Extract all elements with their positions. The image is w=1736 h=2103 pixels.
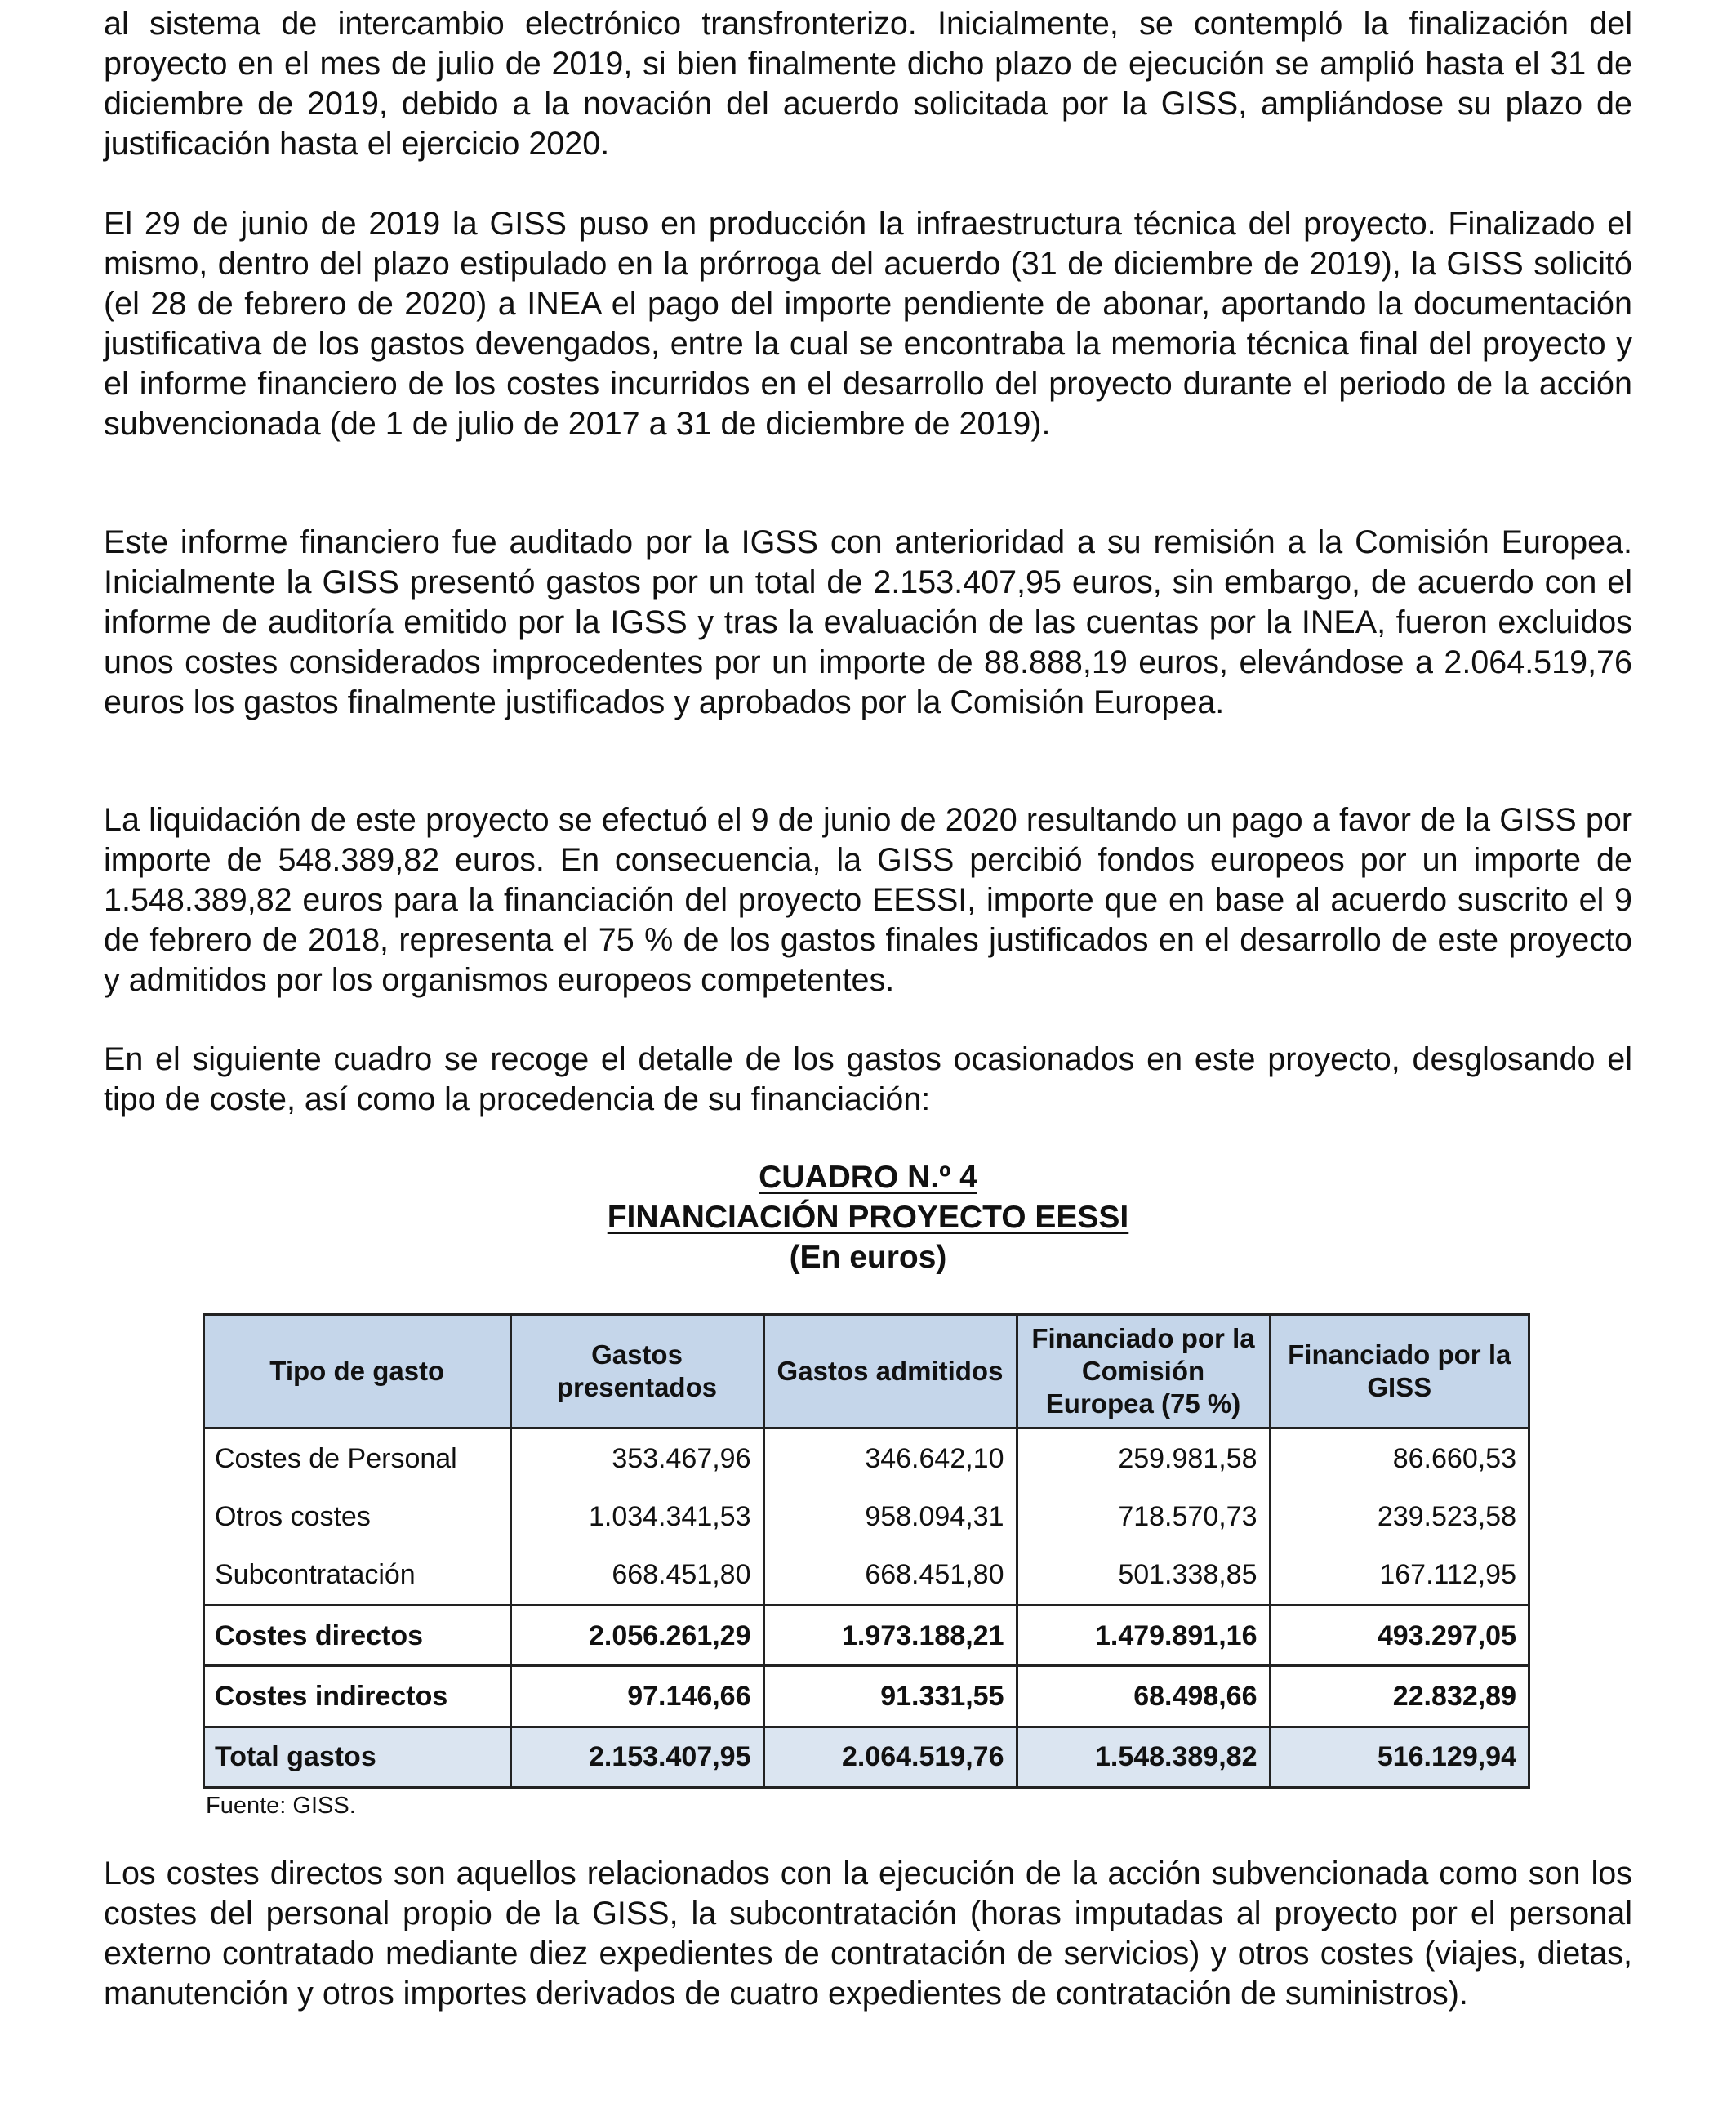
table-row-subtotal <box>205 1666 1528 1727</box>
table-title-units: (En euros) <box>789 1240 947 1275</box>
row-label: Costes indirectos <box>205 1666 510 1727</box>
cell-value: 668.451,80 <box>763 1546 1017 1606</box>
header-tipo-gasto: Tipo de gasto <box>205 1316 510 1428</box>
paragraph-5: En el siguiente cuadro se recoge el detalle de los gastos ocasionados en este proyecto, desglosando el tipo de coste, así como la procedencia de su financiación: <box>104 1041 1632 1117</box>
row-label: Subcontratación <box>205 1546 510 1606</box>
header-gastos-presentados: Gastos presentados <box>510 1316 763 1428</box>
row-label: Costes de Personal <box>205 1428 510 1488</box>
cell-value: 167.112,95 <box>1379 1559 1516 1591</box>
cell-value: 22.832,89 <box>1270 1666 1528 1727</box>
row-label: Costes directos <box>205 1605 510 1665</box>
cell-value: 2.064.519,76 <box>763 1727 1017 1786</box>
table-row-total <box>205 1727 1528 1786</box>
table-row <box>205 1487 1528 1545</box>
table-title-number: CUADRO N.º 4 <box>759 1160 977 1195</box>
cell-value: 1.479.891,16 <box>1017 1605 1270 1665</box>
table-header-row <box>205 1316 1528 1428</box>
paragraph-1: al sistema de intercambio electrónico transfronterizo. Inicialmente, se contempló la finalización del proyecto en el mes de julio de 2019, si bien finalmente dicho plazo de ejecución se amplió hasta el 31 de diciembre de 2019, debido a la novación del acuerdo solicitada por la GISS, ampliándose su plazo de justificación hasta el ejercicio 2020. <box>104 6 1632 162</box>
cell-value: 97.146,66 <box>510 1666 763 1727</box>
cell-value: 501.338,85 <box>1017 1546 1270 1606</box>
table-title <box>104 1157 1632 1277</box>
table-title-name: FINANCIACIÓN PROYECTO EESSI <box>607 1200 1129 1235</box>
header-gastos-admitidos: Gastos admitidos <box>763 1316 1017 1428</box>
table-source: Fuente: GISS. <box>206 1793 356 1819</box>
table-row <box>205 1546 1528 1606</box>
row-label: Total gastos <box>205 1727 510 1786</box>
cell-value: 668.451,80 <box>510 1546 763 1606</box>
cell-value: 958.094,31 <box>763 1487 1017 1545</box>
cell-value: 516.129,94 <box>1270 1727 1528 1786</box>
header-financiado-giss: Financiado por la GISS <box>1270 1316 1528 1428</box>
paragraph-6: Los costes directos son aquellos relacionados con la ejecución de la acción subvencionada como son los costes del personal propio de la GISS, la subcontratación (horas imputadas al proyecto por el personal externo contratado mediante diez expedientes de contratación de servicios) y otros costes (viajes, dietas, manutención y otros importes derivados de cuatro expedientes de contratación de suministros). <box>104 1856 1632 2012</box>
cell-value: 346.642,10 <box>763 1428 1017 1488</box>
cell-value: 239.523,58 <box>1377 1500 1516 1532</box>
cell-value: 718.570,73 <box>1017 1487 1270 1545</box>
cell-value: 1.548.389,82 <box>1017 1727 1270 1786</box>
table-row-subtotal <box>205 1605 1528 1665</box>
financing-table <box>205 1316 1528 1786</box>
cell-value: 493.297,05 <box>1270 1605 1528 1665</box>
table-row <box>205 1428 1528 1488</box>
cell-value: 259.981,58 <box>1017 1428 1270 1488</box>
cell-value: 1.034.341,53 <box>510 1487 763 1545</box>
cell-value: 86.660,53 <box>1392 1442 1516 1474</box>
paragraph-4: La liquidación de este proyecto se efectuó el 9 de junio de 2020 resultando un pago a favor de la GISS por importe de 548.389,82 euros. En consecuencia, la GISS percibió fondos europeos por un importe de 1.548.389,82 euros para la financiación del proyecto EESSI, importe que en base al acuerdo suscrito el 9 de febrero de 2018, representa el 75 % de los gastos finales justificados en el desarrollo de este proyecto y admitidos por los organismos europeos competentes. <box>104 802 1632 998</box>
header-financiado-comision: Financiado por la Comisión Europea (75 %) <box>1017 1316 1270 1428</box>
cell-value: 353.467,96 <box>510 1428 763 1488</box>
paragraph-3: Este informe financiero fue auditado por la IGSS con anterioridad a su remisión a la Comisión Europea. Inicialmente la GISS presentó gastos por un total de 2.153.407,95 euros, sin embargo, de acuerdo con el informe de auditoría emitido por la IGSS y tras la evaluación de las cuentas por la INEA, fueron excluidos unos costes considerados improcedentes por un importe de 88.888,19 euros, elevándose a 2.064.519,76 euros los gastos finalmente justificados y aprobados por la Comisión Europea. <box>104 524 1632 720</box>
row-label: Otros costes <box>205 1487 510 1545</box>
cell-value: 2.056.261,29 <box>510 1605 763 1665</box>
paragraph-2: El 29 de junio de 2019 la GISS puso en producción la infraestructura técnica del proyecto. Finalizado el mismo, dentro del plazo estipulado en la prórroga del acuerdo (31 de diciembre de 2019), la GISS solicitó (el 28 de febrero de 2020) a INEA el pago del importe pendiente de abonar, aportando la documentación justificativa de los gastos devengados, entre la cual se encontraba la memoria técnica final del proyecto y el informe financiero de los costes incurridos en el desarrollo del proyecto durante el periodo de la acción subvencionada (de 1 de julio de 2017 a 31 de diciembre de 2019). <box>104 206 1632 442</box>
financing-table-wrapper <box>203 1313 1530 1789</box>
cell-value: 91.331,55 <box>763 1666 1017 1727</box>
cell-value: 68.498,66 <box>1017 1666 1270 1727</box>
cell-value: 2.153.407,95 <box>510 1727 763 1786</box>
cell-value: 1.973.188,21 <box>763 1605 1017 1665</box>
